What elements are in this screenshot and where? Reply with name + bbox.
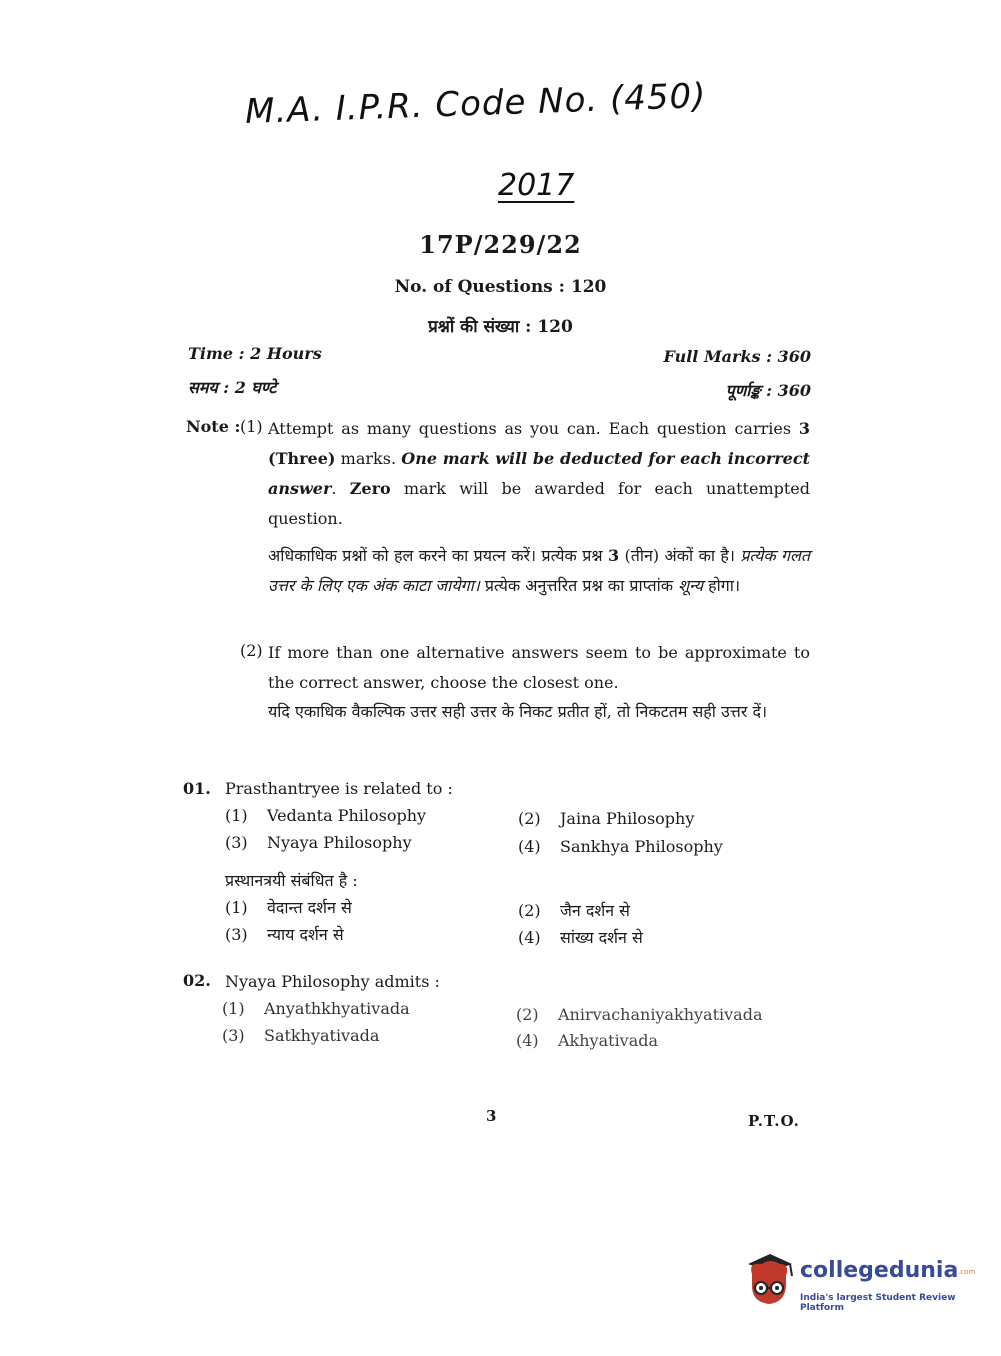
handwritten-year: 2017 [498,168,575,203]
question-2-option-3-en: (3) Satkhyativada [222,1026,380,1045]
question-1-option-3-en: (3) Nyaya Philosophy [225,833,412,852]
question-1-option-3-hi: (3) न्याय दर्शन से [225,925,344,944]
question-2-text-en: Nyaya Philosophy admits : [225,972,440,991]
full-marks-hi: पूर्णाङ्क : 360 [725,381,811,400]
question-1-text-en: Prasthantryee is related to : [225,779,453,798]
question-1-option-2-hi: (2) जैन दर्शन से [518,901,630,920]
brand-tagline: India's largest Student Review Platform [800,1293,956,1313]
note-2-number: (2) [240,641,263,660]
full-marks-en: Full Marks : 360 [663,347,811,366]
note-1-hindi: अधिकाधिक प्रश्नों को हल करने का प्रयत्न करें। प्रत्येक प्रश्न 3 (तीन) अंकों का है। प्रत्येक गलत उत्तर के लिए एक अंक काटा जायेगा। प्रत्येक अनुत्तरित प्रश्न का प्राप्तांक शून्य होगा। [268,546,810,595]
time-en: Time : 2 Hours [188,344,322,363]
collegedunia-mascot-logo [740,1250,800,1312]
num-questions-en: No. of Questions : 120 [394,277,607,297]
brand-name: collegedunia [800,1258,959,1283]
question-1-option-2-en: (2) Jaina Philosophy [518,809,695,828]
question-1-text-hi: प्रस्थानत्रयी संबंधित है : [225,871,358,890]
question-2-option-1-en: (1) Anyathkhyativada [222,999,410,1018]
note-label: Note : [186,417,241,436]
question-2-option-4-en: (4) Akhyativada [516,1031,659,1050]
time-hi: समय : 2 घण्टे [188,378,277,397]
question-1-option-1-en: (1) Vedanta Philosophy [225,806,427,825]
note-2-hindi: यदि एकाधिक वैकल्पिक उत्तर सही उत्तर के निकट प्रतीत हों, तो निकटतम सही उत्तर दें। [268,702,768,721]
pto-label: P.T.O. [748,1112,800,1130]
question-2-number: 02. [183,971,211,990]
question-1-option-4-hi: (4) सांख्य दर्शन से [518,928,643,947]
question-2-option-2-en: (2) Anirvachaniyakhyativada [516,1005,763,1024]
question-1-option-4-en: (4) Sankhya Philosophy [518,837,723,856]
question-1-option-1-hi: (1) वेदान्त दर्शन से [225,898,352,917]
note-1-english: Attempt as many questions as you can. Each question carries 3 (Three) marks. One mark will be deducted for each incorrect answer. Zero mark will be awarded for each unattempted question. [268,419,811,528]
handwritten-title: M.A. I.P.R. Code No. (450) [244,75,708,133]
paper-code: 17P/229/22 [419,230,582,259]
page-number: 3 [486,1107,497,1125]
question-1-number: 01. [183,779,211,798]
note-2-english: If more than one alternative answers seem to be approximate to the correct answer, choose the closest one. [268,643,810,692]
num-questions-hi: प्रश्नों की संख्या : 120 [428,317,573,337]
brand-suffix: .com [958,1268,976,1276]
note-1-number: (1) [240,417,263,436]
